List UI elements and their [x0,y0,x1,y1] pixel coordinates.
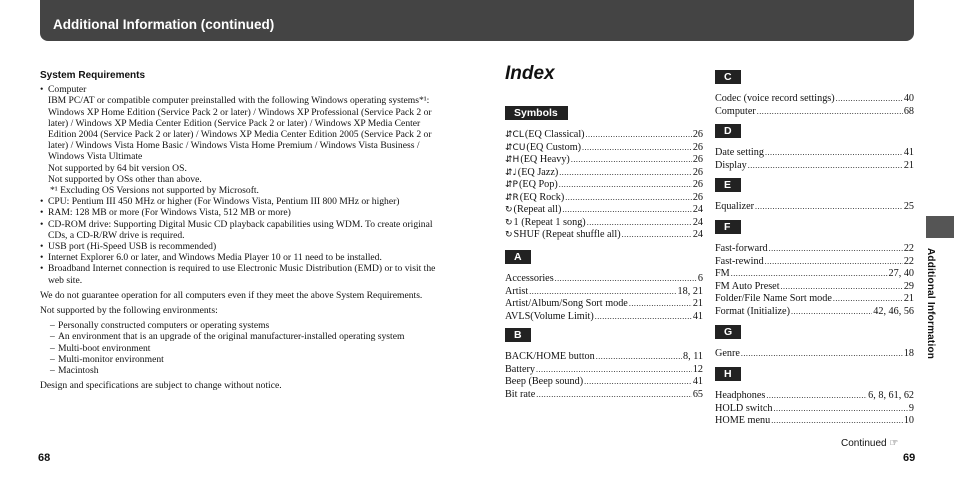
requirement-computer: • Computer IBM PC/AT or compatible computer preinstalled with the following Windows operating systems*¹: Windows XP Home Edition (Service Pack 2 or later) / Windows XP Professional (Service Pack 2 or later) / Windows XP Media Center Edition (Service Pack 2 or later) / Windows XP Media Center Edition 2004 (Service Pack 2 or later) / Windows XP Media Center Edition 2005 (Service Pack 2 or later) / Windows Vista Home Basic / Windows Vista Home Premium / Windows Vista Business / Windows Vista Ultimate Not supported by 64 bit version OS. Not supported by OSs other than above. *¹ Excluding OS Versions not supported by Microsoft. [40,84,450,196]
index-entry-text: Beep (Beep sound) [505,376,584,387]
design-notice: Design and specifications are subject to change without notice. [40,380,282,392]
eq-symbol-icon: ⇵♩ [505,167,517,178]
index-entry-text: Computer [715,105,756,117]
index-entry [715,403,914,416]
leader-dots [771,417,903,426]
index-entry [715,390,914,403]
index-entry [715,348,914,361]
index-entry [505,389,703,402]
index-entry-page: 24 [692,204,703,215]
environment-item: – Macintosh [40,365,450,376]
index-entry [715,256,914,269]
leader-dots [765,258,903,267]
index-entry-page: 26 [692,154,703,165]
leader-dots [562,206,691,215]
index-entry [715,293,914,306]
index-entries [505,129,703,242]
leader-dots [565,194,692,203]
header-title: Additional Information (continued) [53,17,275,32]
index-entry-page: 10 [903,415,914,426]
index-entry [715,147,914,160]
index-entry-page: 21 [903,293,914,304]
index-entry-page: 12 [692,363,703,375]
index-section-b [505,325,703,401]
eq-symbol-icon: ↻ [505,217,513,228]
index-entry-text: (EQ Classical) [524,129,585,140]
leader-dots [536,391,692,400]
index-entry [505,298,703,311]
index-entry [715,106,914,119]
index-entries [505,273,703,323]
index-section-label: G [715,325,741,339]
side-tab-marker [926,216,954,238]
eq-symbol-icon: ↻ [505,205,513,215]
index-entry-text: BACK/HOME button [505,351,595,362]
eq-symbol-icon: ⇵CL [505,130,524,140]
index-entry-page: 18 [903,348,914,359]
index-entry-text: Bit rate [505,388,536,400]
index-entry-text: HOLD switch [715,402,773,414]
index-section-label: H [715,367,741,381]
index-section-h [715,364,914,428]
leader-dots [622,231,692,240]
index-entry-text: Genre [715,348,740,359]
index-entry-page: 27, 40 [888,268,914,279]
index-section-d [715,121,914,172]
leader-dots [781,283,903,292]
index-entry-page: 26 [692,191,703,203]
index-entry-text: Headphones [715,390,766,401]
index-entry-text: SHUF (Repeat shuffle all) [513,229,621,240]
eq-symbol-icon: ⇵P [505,180,518,190]
environment-item: – An environment that is an upgrade of the original manufacturer-installed operating system [40,331,450,342]
index-section-label: F [715,220,741,234]
leader-dots [571,156,692,165]
index-entry-text: Battery [505,363,535,375]
index-entry [505,286,703,299]
eq-symbol-icon: ↻ [505,230,513,240]
index-entry-page: 29 [903,280,914,292]
index-entry-page: 68 [903,105,914,117]
requirement-cpu: • CPU: Pentium III 450 MHz or higher (For Windows Vista, Pentium III 800 MHz or higher) [40,196,450,207]
index-entry-text: Fast-forward [715,243,768,254]
index-entry-page: 22 [903,243,914,254]
index-entry [505,217,703,230]
index-entry-text: (Repeat all) [513,204,562,215]
index-entry-text: Folder/File Name Sort mode [715,293,832,304]
index-entry-text: Display [715,159,747,171]
index-entry [505,192,703,205]
environment-item: – Multi-monitor environment [40,354,450,365]
index-entry-text: FM [715,268,730,279]
leader-dots [529,288,676,297]
leader-dots [595,313,692,322]
leader-dots [731,270,888,279]
index-entry [505,129,703,142]
index-section-label: E [715,178,741,192]
index-entries [715,348,914,361]
requirement-ie-wmp: • Internet Explorer 6.0 or later, and Windows Media Player 10 or 11 need to be installed. [40,252,450,263]
index-entry [715,306,914,319]
leader-dots [748,162,903,171]
index-section-label: A [505,250,531,264]
leader-dots [836,95,903,104]
index-section-symbols [505,103,703,242]
index-section-c [715,67,914,118]
index-entry-page: 26 [692,129,703,140]
not-supported-text: Not supported by the following environments: [40,305,218,317]
index-entry-page: 41 [903,147,914,158]
index-entry [505,351,703,364]
index-entry-page: 41 [692,310,703,322]
unsupported-environments [40,320,450,376]
index-section-a [505,247,703,323]
leader-dots [559,169,692,178]
index-entry-page: 41 [692,376,703,387]
index-section-label: B [505,328,531,342]
index-entry [715,281,914,294]
index-entry-text: Date setting [715,147,764,158]
index-entry-text: AVLS(Volume Limit) [505,310,594,322]
index-entry [505,154,703,167]
page-number-left: 68 [38,452,51,464]
index-entry-text: (EQ Pop) [518,179,558,190]
index-title: Index [505,63,555,84]
index-entry-text: Fast-rewind [715,255,764,267]
leader-dots [596,353,682,362]
index-entry [505,364,703,377]
leader-dots [586,131,692,140]
requirements-list [40,84,450,286]
leader-dots [582,144,692,153]
index-entry [505,376,703,389]
index-entry-page: 26 [692,166,703,178]
index-section-label: D [715,124,741,138]
page-number-right: 69 [903,452,916,464]
leader-dots [766,392,867,401]
index-entry-page: 24 [692,216,703,228]
requirement-broadband: • Broadband Internet connection is required to use Electronic Music Distribution (EMD) or to visit the web site. [40,263,450,285]
continued-label: Continued ☞ [841,438,899,449]
index-entries [715,390,914,428]
eq-symbol-icon: ⇵CU [505,142,526,153]
index-section-label: C [715,70,741,84]
index-entries [715,147,914,172]
footnote: *¹ Excluding OS Versions not supported by Microsoft. [50,185,259,197]
index-entry-page: 21 [903,159,914,171]
index-entry-text: FM Auto Preset [715,280,780,292]
index-entry [715,160,914,173]
index-entry-page: 42, 46, 56 [873,305,914,317]
index-entry-page: 21 [692,298,703,309]
index-entry-text: (EQ Jazz) [517,166,559,178]
index-entry-text: Codec (voice record settings) [715,93,835,104]
leader-dots [629,300,692,309]
leader-dots [833,295,903,304]
index-entry-text: Artist [505,285,529,297]
index-entry-page: 6, 8, 61, 62 [868,390,914,401]
index-entry [715,93,914,106]
leader-dots [791,308,872,317]
index-entry-page: 8, 11 [683,351,703,362]
index-entry [715,415,914,428]
index-entry [715,243,914,256]
leader-dots [769,245,903,254]
index-entry-page: 40 [903,93,914,104]
leader-dots [559,181,692,190]
requirement-ram: • RAM: 128 MB or more (For Windows Vista, 512 MB or more) [40,207,450,218]
system-requirements [40,70,450,391]
index-entry-text: Format (Initialize) [715,305,790,317]
index-entry [505,142,703,155]
index-entry-text: 1 (Repeat 1 song) [513,216,586,228]
leader-dots [765,149,903,158]
index-entries [715,243,914,318]
leader-dots [757,108,903,117]
index-entries [505,351,703,401]
index-section-e [715,175,914,214]
leader-dots [584,378,692,387]
index-entry-page: 9 [908,402,914,414]
index-entry-text: Artist/Album/Song Sort mode [505,298,628,309]
no-guarantee-text: We do not guarantee operation for all computers even if they meet the above System Requirements. [40,289,423,301]
index-entry [715,201,914,214]
side-label: Additional Information [925,248,936,360]
header-bar [40,0,914,41]
index-entries [715,201,914,214]
requirement-cdrom: • CD-ROM drive: Supporting Digital Music CD playback capabilities using WDM. To create original CDs, a CD-R/RW drive is required. [40,219,450,241]
index-entry-text: HOME menu [715,415,771,426]
leader-dots [755,203,903,212]
index-entry [505,229,703,242]
index-entry-text: Accessories [505,273,554,284]
index-entry-page: 24 [692,229,703,240]
index-section-label: Symbols [505,106,568,120]
leader-dots [773,405,907,414]
index-entries [715,93,914,118]
index-entry [505,167,703,180]
index-entry [715,268,914,281]
leader-dots [587,219,692,228]
index-entry-page: 6 [697,273,703,284]
index-entry-page: 65 [692,388,703,400]
index-entry-page: 25 [903,201,914,212]
index-entry [505,204,703,217]
environment-item: – Personally constructed computers or operating systems [40,320,450,331]
index-entry-text: Equalizer [715,201,755,212]
leader-dots [555,275,697,284]
requirement-usb: • USB port (Hi-Speed USB is recommended) [40,241,450,252]
leader-dots [741,350,903,359]
index-entry [505,179,703,192]
eq-symbol-icon: ⇵R [505,192,519,203]
environment-item: – Multi-boot environment [40,343,450,354]
index-entry-page: 26 [692,141,703,153]
index-entry-page: 18, 21 [677,285,703,297]
index-entry [505,273,703,286]
index-section-g [715,322,914,361]
system-requirements-heading: System Requirements [40,70,146,81]
leader-dots [536,366,692,375]
index-entry-text: (EQ Rock) [519,191,565,203]
index-section-f [715,217,914,318]
eq-symbol-icon: ⇵H [505,155,520,165]
index-entry-text: (EQ Custom) [526,141,582,153]
index-entry-page: 26 [692,179,703,190]
index-entry [505,311,703,324]
index-entry-text: (EQ Heavy) [520,154,570,165]
index-entry-page: 22 [903,255,914,267]
